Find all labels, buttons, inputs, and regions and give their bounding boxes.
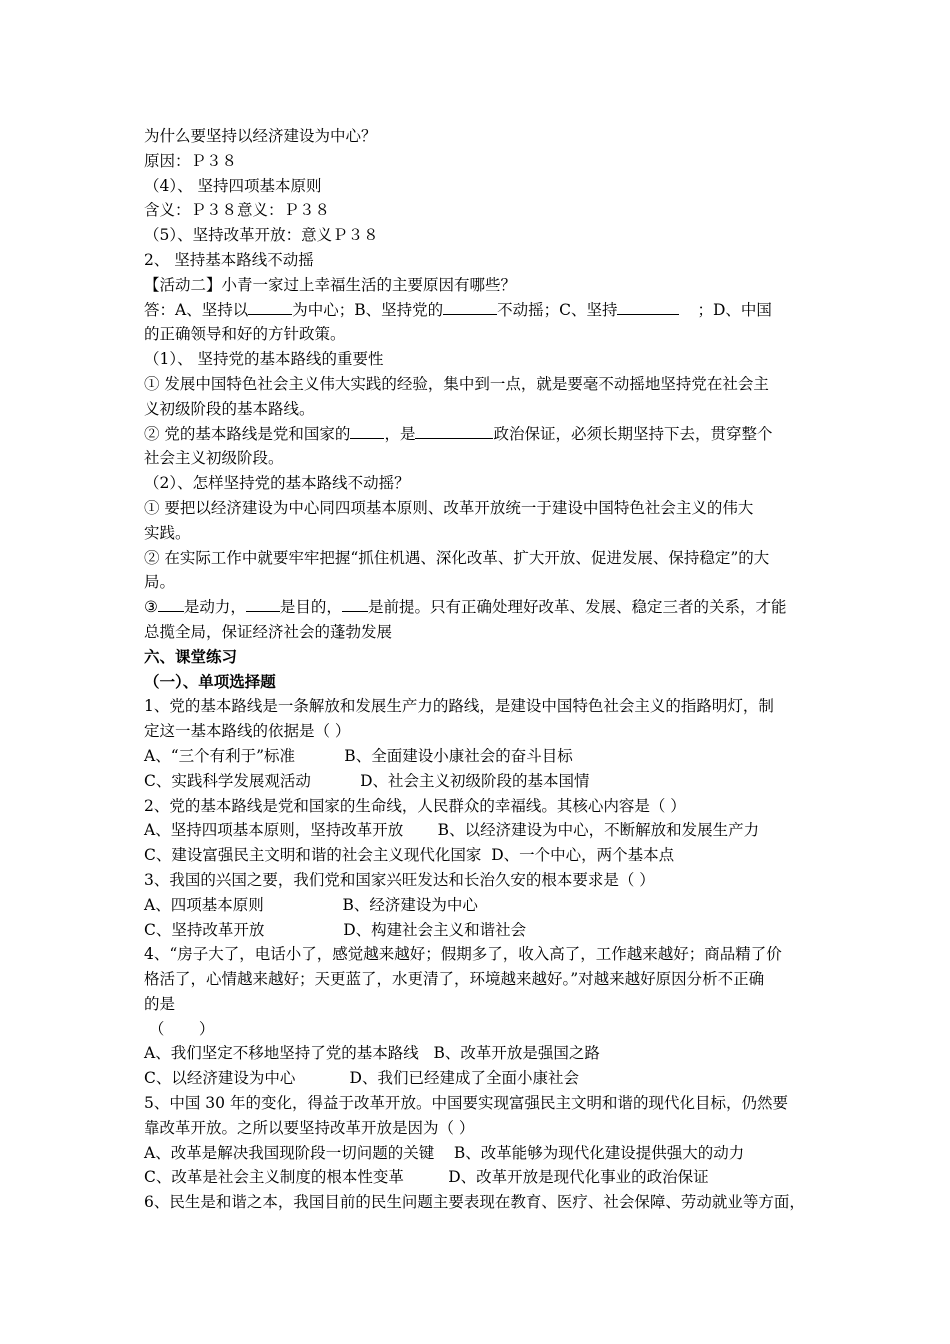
fill-in-line: [144, 298, 810, 323]
fill-in-line: [144, 422, 810, 447]
text-line: ① 发展中国特色社会主义伟大实践的经验，集中到一点，就是要毫不动摇地坚持党在社会主: [144, 374, 769, 393]
text-segment: ③: [144, 598, 158, 617]
text-segment: ，是: [384, 424, 416, 443]
text-segment: 是前提。只有正确处理好改革、发展、稳定三者的关系，才能: [367, 598, 787, 617]
answer-blank: [350, 422, 384, 439]
text-line: 总揽全局，保证经济社会的蓬勃发展: [144, 622, 393, 641]
text-line: ① 要把以经济建设为中心同四项基本原则、改革开放统一于建设中国特色社会主义的伟大: [144, 498, 754, 517]
text-line: 义初级阶段的基本路线。: [144, 399, 315, 418]
text-line: 局。: [144, 573, 176, 592]
answer-blank: [248, 298, 292, 315]
answer-blank: [443, 298, 497, 315]
text-line: 为什么要坚持以经济建设为中心？: [144, 127, 377, 145]
text-line: 含义：Ｐ３８意义：Ｐ３８: [144, 201, 331, 220]
answer-blank: [158, 595, 184, 612]
text-segment: 答：A、坚持以: [144, 300, 249, 319]
text-line: 原因：Ｐ３８: [144, 151, 238, 170]
subsection-heading: （1）、 坚持党的基本路线的重要性: [144, 350, 384, 369]
question-text: 的是: [144, 994, 176, 1013]
text-segment: 是目的，: [279, 598, 342, 617]
answer-options: A、四项基本原则 B、经济建设为中心: [144, 895, 478, 914]
question-text: 1、党的基本路线是一条解放和发展生产力的路线，是建设中国特色社会主义的指路明灯，制: [144, 697, 774, 716]
answer-blank: [415, 422, 493, 439]
question-text: （ ）: [144, 1019, 215, 1038]
answer-blank: [342, 595, 368, 612]
text-segment: 是动力，: [183, 598, 246, 617]
text-segment: 不动摇；C、坚持: [497, 300, 618, 319]
answer-options: A、我们坚定不移地坚持了党的基本路线 B、改革开放是强国之路: [144, 1044, 600, 1063]
document-body: [144, 124, 810, 1215]
question-text: 6、民生是和谐之本，我国目前的民生问题主要表现在教育、医疗、社会保障、劳动就业等方面，: [144, 1193, 805, 1212]
answer-options: C、改革是社会主义制度的根本性变革 D、改革开放是现代化事业的政治保证: [144, 1168, 709, 1187]
answer-options: C、坚持改革开放 D、构建社会主义和谐社会: [144, 920, 527, 939]
section-heading: 六、课堂练习: [144, 646, 238, 666]
question-text: 定这一基本路线的依据是（ ）: [144, 722, 351, 741]
answer-options: A、改革是解决我国现阶段一切问题的关键 B、改革能够为现代化建设提供强大的动力: [144, 1143, 745, 1162]
text-line: ② 在实际工作中就要牢牢把握“抓住机遇、深化改革、扩大开放、促进发展、保持稳定”的大: [144, 548, 770, 567]
fill-in-line: [144, 595, 810, 620]
question-text: 格活了，心情越来越好；天更蓝了，水更清了，环境越来越好。”对越来越好原因分析不正确: [144, 970, 765, 989]
answer-options: C、建设富强民主文明和谐的社会主义现代化国家 D、一个中心，两个基本点: [144, 846, 675, 865]
question-text: 5、中国 30 年的变化，得益于改革开放。中国要实现富强民主文明和谐的现代化目标，仍然要: [144, 1094, 788, 1113]
subsection-heading: （一）、单项选择题: [144, 671, 276, 691]
text-line: 的正确领导和好的方针政策。: [144, 325, 346, 344]
text-line: （5）、坚持改革开放：意义Ｐ３８: [144, 226, 379, 245]
text-segment: ② 党的基本路线是党和国家的: [144, 424, 351, 443]
text-line: （4）、 坚持四项基本原则: [144, 176, 322, 195]
section-heading: 2、 坚持基本路线不动摇: [144, 250, 314, 269]
answer-blank: [617, 298, 679, 315]
text-segment: 政治保证，必须长期坚持下去，贯穿整个: [493, 424, 773, 443]
text-segment: ；D、中国: [697, 300, 772, 319]
answer-options: C、实践科学发展观活动 D、社会主义初级阶段的基本国情: [144, 771, 590, 790]
answer-options: A、“三个有利于”标准 B、全面建设小康社会的奋斗目标: [144, 746, 573, 765]
text-line: 社会主义初级阶段。: [144, 449, 284, 468]
question-text: 3、我国的兴国之要，我们党和国家兴旺发达和长治久安的根本要求是（ ）: [144, 870, 655, 889]
answer-blank: [246, 595, 280, 612]
text-segment: 为中心；B、坚持党的: [292, 300, 444, 319]
text-line: 实践。: [144, 523, 191, 542]
answer-options: A、坚持四项基本原则，坚持改革开放 B、以经济建设为中心，不断解放和发展生产力: [144, 821, 760, 840]
activity-heading: 【活动二】小青一家过上幸福生活的主要原因有哪些？: [144, 275, 517, 294]
question-text: 靠改革开放。之所以要坚持改革开放是因为（ ）: [144, 1118, 475, 1137]
answer-options: C、以经济建设为中心 D、我们已经建成了全面小康社会: [144, 1069, 579, 1088]
subsection-heading: （2）、怎样坚持党的基本路线不动摇？: [144, 474, 410, 493]
question-text: 4、“房子大了，电话小了，感觉越来越好；假期多了，收入高了，工作越来越好；商品精了价: [144, 945, 782, 964]
question-text: 2、党的基本路线是党和国家的生命线，人民群众的幸福线。其核心内容是（ ）: [144, 796, 686, 815]
